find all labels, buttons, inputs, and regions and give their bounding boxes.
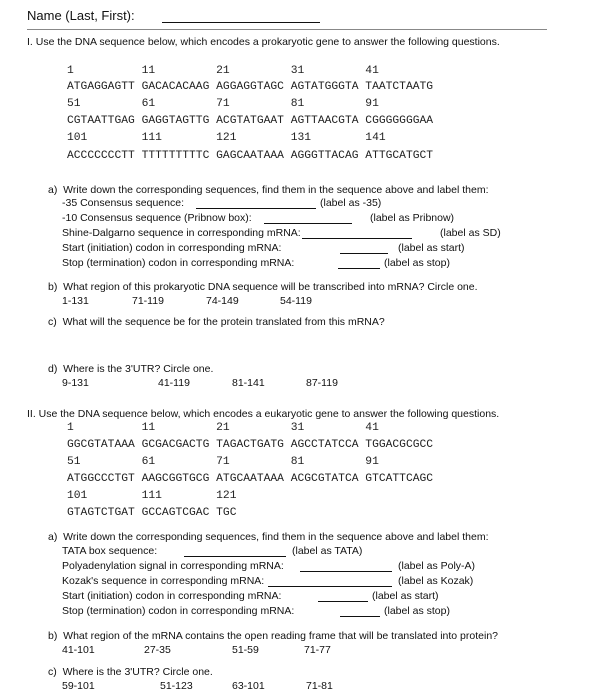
item-tag: (label as start) xyxy=(372,590,439,602)
item-label: Stop (termination) codon in corresponding mRNA: xyxy=(62,605,295,617)
option[interactable]: 81-141 xyxy=(232,377,265,389)
option[interactable]: 9-131 xyxy=(62,377,89,389)
seq-line: GGCGTATAAA GCGACGACTG TAGACTGATG AGCCTATCCA TGGACGCGCC xyxy=(67,439,434,451)
seq-ruler: 1 11 21 31 41 xyxy=(67,422,379,434)
question-c: c) What will the sequence be for the protein translated from this mRNA? xyxy=(48,316,385,328)
answer-blank[interactable] xyxy=(184,556,286,557)
question-b: b) What region of this prokaryotic DNA sequence will be transcribed into mRNA? Circle one. xyxy=(48,281,478,293)
item-tag: (label as SD) xyxy=(440,227,501,239)
item-tag: (label as -35) xyxy=(320,197,382,209)
answer-blank[interactable] xyxy=(300,571,392,572)
option[interactable]: 59-101 xyxy=(62,680,95,692)
question-c: c) Where is the 3'UTR? Circle one. xyxy=(48,666,213,678)
seq-line: ACCCCCCCTT TTTTTTTTTC GAGCAATAAA AGGGTTACAG ATTGCATGCT xyxy=(67,150,434,162)
seq-line: ATGAGGAGTT GACACACAAG AGGAGGTAGC AGTATGGGTA TAATCTAATG xyxy=(67,81,434,93)
item-tag: (label as TATA) xyxy=(292,545,363,557)
option[interactable]: 27-35 xyxy=(144,644,171,656)
item-label: TATA box sequence: xyxy=(62,545,158,557)
seq-ruler: 1 11 21 31 41 xyxy=(67,65,379,77)
option[interactable]: 1-131 xyxy=(62,295,89,307)
seq-ruler: 51 61 71 81 91 xyxy=(67,456,379,468)
name-field[interactable] xyxy=(162,22,320,23)
item-tag: (label as stop) xyxy=(384,257,450,269)
option[interactable]: 63-101 xyxy=(232,680,265,692)
question-a: a) Write down the corresponding sequences, find them in the sequence above and label them: xyxy=(48,531,489,543)
option[interactable]: 41-101 xyxy=(62,644,95,656)
item-tag: (label as Pribnow) xyxy=(370,212,455,224)
item-tag: (label as stop) xyxy=(384,605,450,617)
part1-heading: I. Use the DNA sequence below, which encodes a prokaryotic gene to answer the following questions. xyxy=(27,36,500,48)
answer-blank[interactable] xyxy=(340,253,388,254)
seq-line: ATGGCCCTGT AAGCGGTGCG ATGCAATAAA ACGCGTATCA GTCATTCAGC xyxy=(67,473,434,485)
item-label: Start (initiation) codon in corresponding mRNA: xyxy=(62,242,282,254)
item-label: -10 Consensus sequence (Pribnow box): xyxy=(62,212,252,224)
option[interactable]: 54-119 xyxy=(280,295,312,307)
answer-blank[interactable] xyxy=(340,616,380,617)
option[interactable]: 51-59 xyxy=(232,644,259,656)
option[interactable]: 74-149 xyxy=(206,295,239,307)
seq-line: GTAGTCTGAT GCCAGTCGAC TGC xyxy=(67,507,237,519)
seq-ruler: 101 111 121 xyxy=(67,490,237,502)
option[interactable]: 71-77 xyxy=(304,644,331,656)
option[interactable]: 71-119 xyxy=(132,295,164,307)
question-a: a) Write down the corresponding sequences, find them in the sequence above and label them: xyxy=(48,184,489,196)
item-label: -35 Consensus sequence: xyxy=(62,197,184,209)
item-label: Start (initiation) codon in corresponding mRNA: xyxy=(62,590,282,602)
item-label: Kozak's sequence in corresponding mRNA: xyxy=(62,575,265,587)
seq-ruler: 101 111 121 131 141 xyxy=(67,132,386,144)
item-label: Polyadenylation signal in corresponding mRNA: xyxy=(62,560,284,572)
answer-blank[interactable] xyxy=(338,268,380,269)
part2-heading: II. Use the DNA sequence below, which encodes a eukaryotic gene to answer the following questions. xyxy=(27,408,500,420)
question-d: d) Where is the 3'UTR? Circle one. xyxy=(48,363,214,375)
name-label: Name (Last, First): xyxy=(27,8,135,23)
option[interactable]: 71-81 xyxy=(306,680,333,692)
item-label: Stop (termination) codon in corresponding mRNA: xyxy=(62,257,295,269)
item-tag: (label as start) xyxy=(398,242,465,254)
option[interactable]: 51-123 xyxy=(160,680,193,692)
divider xyxy=(27,29,547,30)
answer-blank[interactable] xyxy=(268,586,392,587)
seq-ruler: 51 61 71 81 91 xyxy=(67,98,379,110)
item-tag: (label as Poly-A) xyxy=(398,560,476,572)
item-tag: (label as Kozak) xyxy=(398,575,474,587)
seq-line: CGTAATTGAG GAGGTAGTTG ACGTATGAAT AGTTAACGTA CGGGGGGGAA xyxy=(67,115,434,127)
answer-blank[interactable] xyxy=(196,208,316,209)
option[interactable]: 87-119 xyxy=(306,377,338,389)
answer-blank[interactable] xyxy=(264,223,352,224)
item-label: Shine-Dalgarno sequence in corresponding mRNA: xyxy=(62,227,301,239)
question-b: b) What region of the mRNA contains the open reading frame that will be translated into protein? xyxy=(48,630,499,642)
option[interactable]: 41-119 xyxy=(158,377,190,389)
answer-blank[interactable] xyxy=(318,601,368,602)
answer-blank[interactable] xyxy=(302,238,412,239)
